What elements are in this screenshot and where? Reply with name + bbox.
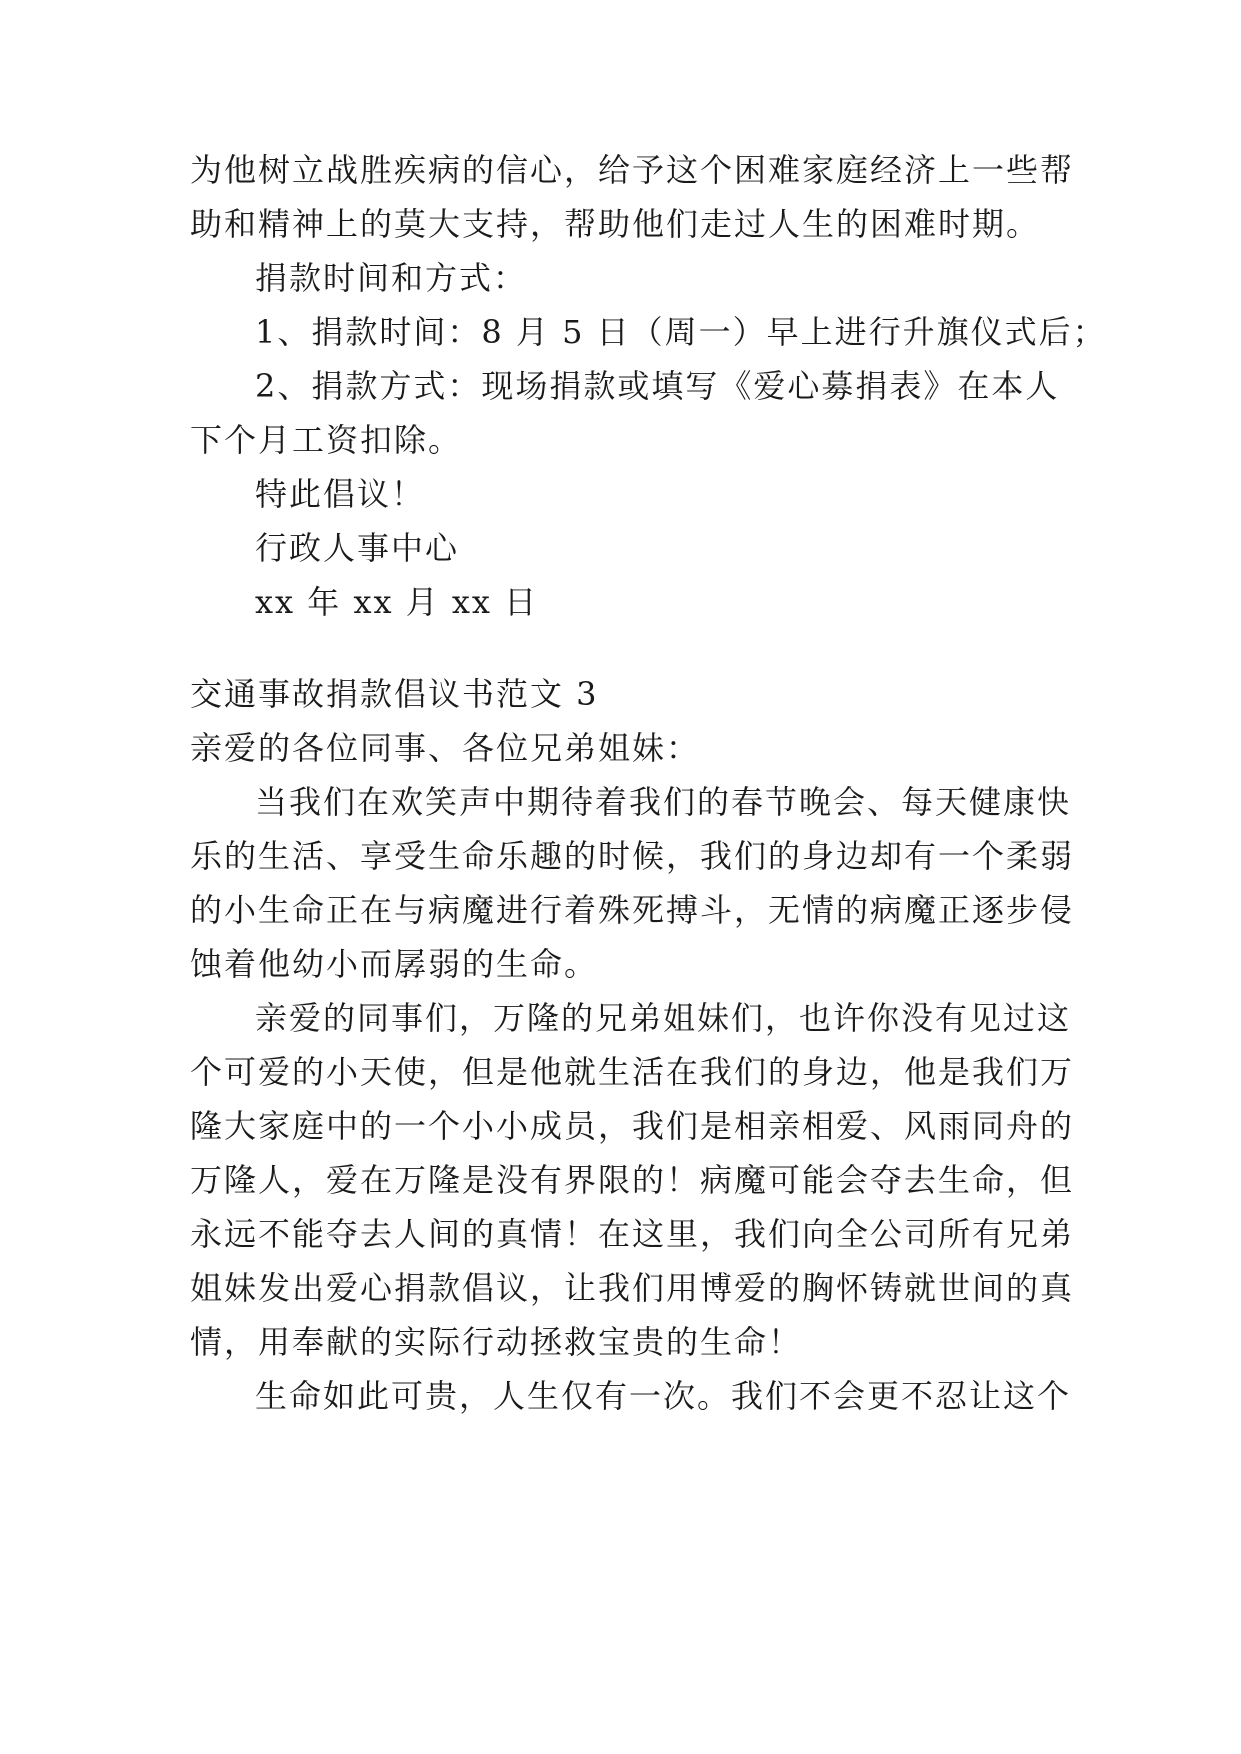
paragraph-line: 乐的生活、享受生命乐趣的时候，我们的身边却有一个柔弱	[190, 837, 1075, 875]
paragraph-line: 的小生命正在与病魔进行着殊死搏斗，无情的病魔正逐步侵	[190, 891, 1075, 929]
paragraph-line: 情，用奉献的实际行动拯救宝贵的生命！	[190, 1323, 803, 1361]
paragraph-line: 为他树立战胜疾病的信心，给予这个困难家庭经济上一些帮	[190, 151, 1075, 189]
paragraph-line: 姐妹发出爱心捐款倡议，让我们用博爱的胸怀铸就世间的真	[190, 1269, 1075, 1307]
section-title: 交通事故捐款倡议书范文 3	[190, 675, 599, 713]
closing-text: 特此倡议！	[255, 475, 426, 513]
signature: 行政人事中心	[255, 529, 460, 567]
paragraph-line: 永远不能夺去人间的真情！在这里，我们向全公司所有兄弟	[190, 1215, 1075, 1253]
date-line: xx 年 xx 月 xx 日	[255, 583, 539, 621]
paragraph-line: 万隆人，爱在万隆是没有界限的！病魔可能会夺去生命，但	[190, 1161, 1075, 1199]
paragraph-line: 个可爱的小天使，但是他就生活在我们的身边，他是我们万	[190, 1053, 1075, 1091]
paragraph-line: 助和精神上的莫大支持，帮助他们走过人生的困难时期。	[190, 205, 1041, 243]
donation-item: 2、捐款方式：现场捐款或填写《爱心募捐表》在本人	[255, 367, 1060, 405]
paragraph-line: 亲爱的同事们，万隆的兄弟姐妹们，也许你没有见过这	[255, 999, 1072, 1037]
donation-item: 1、捐款时间：8 月 5 日（周一）早上进行升旗仪式后；	[255, 313, 1107, 351]
donation-item-continued: 下个月工资扣除。	[190, 421, 463, 459]
salutation: 亲爱的各位同事、各位兄弟姐妹：	[190, 729, 701, 767]
paragraph-line: 当我们在欢笑声中期待着我们的春节晚会、每天健康快	[255, 783, 1072, 821]
donation-heading: 捐款时间和方式：	[255, 259, 528, 297]
paragraph-line: 生命如此可贵，人生仅有一次。我们不会更不忍让这个	[255, 1377, 1072, 1415]
paragraph-line: 隆大家庭中的一个小小成员，我们是相亲相爱、风雨同舟的	[190, 1107, 1075, 1145]
paragraph-line: 蚀着他幼小而孱弱的生命。	[190, 945, 599, 983]
